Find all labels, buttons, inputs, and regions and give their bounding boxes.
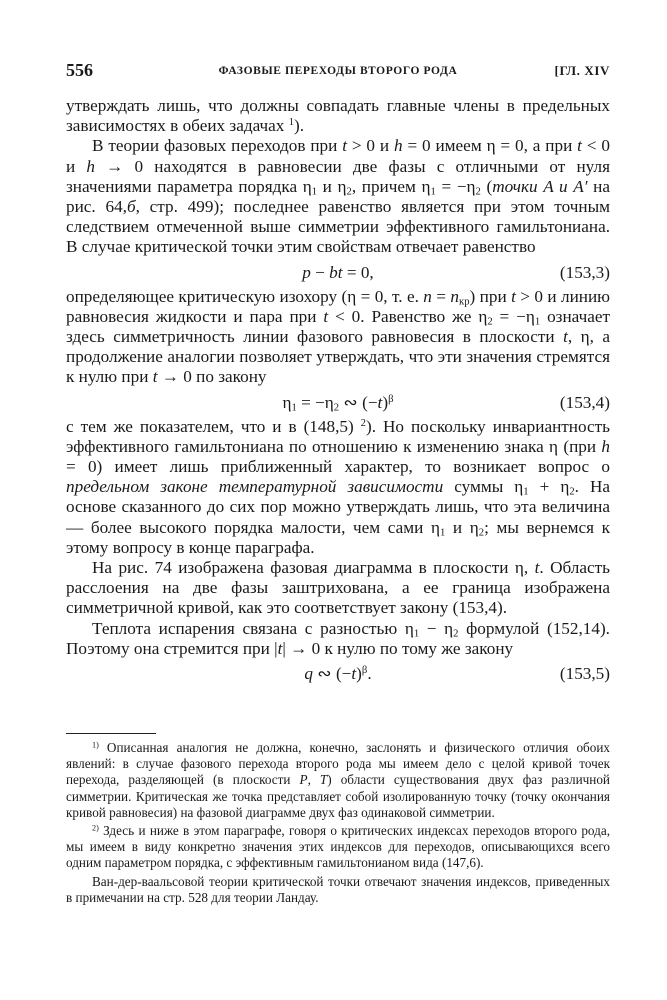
- paragraph-5: На рис. 74 изображена фазовая диаграмма в плоскости η, t. Область расслоения на две фазы заштрихована, а ее граница изображена симметричной кривой, как это соответствует закону (153,4).: [66, 558, 610, 618]
- running-title: ФАЗОВЫЕ ПЕРЕХОДЫ ВТОРОГО РОДА: [218, 65, 458, 77]
- equation-formula: $\eta_1 = -\eta_2$ ∾ $(-t)^\beta$: [282, 392, 394, 414]
- equation-153-4: [66, 388, 610, 417]
- footnotes: [66, 740, 610, 906]
- chapter-label: [ГЛ. XIV: [554, 63, 610, 78]
- equation-formula: q ∾ $(-t)^\beta$.: [304, 664, 372, 684]
- running-header: [66, 58, 610, 82]
- footnote-marker: 2): [92, 823, 99, 833]
- paragraph-1: утверждать лишь, что должны совпадать главные члены в предельных зависимостях в обеих задачах $^1$).: [66, 96, 610, 136]
- equation-formula: p − bt = 0,: [302, 262, 374, 282]
- footnote-rule: [66, 733, 156, 734]
- paragraph-2: В теории фазовых переходов при t > 0 и h = 0 имеем η = 0, а при t < 0 и h → 0 находятся в равновесии две фазы с отличными от нуля значениями параметра порядка $\eta_1$ и $\eta_2$, причем $\eta_1 = -\eta_2$ (точки A и A′ на рис. 64,б, стр. 499); последнее равенство является при этом точным следствием отмеченной выше симметрии эффективного гамильтониана. В случае критической точки этим свойствам отвечает равенство: [66, 136, 611, 257]
- equation-153-3: [66, 258, 610, 287]
- footnote-2-continued: Ван-дер-ваальсовой теории критической точки отвечают значения индексов, приведенных в примечании на стр. 528 для теории Ландау.: [66, 873, 610, 905]
- equation-number: (153,5): [559, 664, 610, 684]
- paragraph-3: определяющее критическую изохору (η = 0, т. е. $n = n_{кр}$) при t > 0 и линию равновесия жидкости и пара при t < 0. Равенство же $\eta_2 = -\eta_1$ означает здесь симметричность линии фазового равновесия в плоскости t, η, а продолжение аналогии позволяет утверждать, что эти значения стремятся к нулю при t → 0 по закону: [66, 286, 611, 387]
- footnote-2: $^{2)}$ Здесь и ниже в этом параграфе, говоря о критических индексах переходов второго рода, мы имеем в виду конкретно значения этих индексов для переходов, описывающихся всего одним параметром порядка, с эффективным гамильтонианом вида (147,6).: [66, 823, 610, 871]
- equation-number: (153,4): [559, 392, 610, 412]
- main-text: [66, 96, 610, 688]
- page-number: 556: [66, 60, 93, 80]
- paragraph-4: с тем же показателем, что и в (148,5) $^2$). Но поскольку инвариантность эффективного гамильтониана по отношению к изменению знака η (при h = 0) имеет лишь приближенный характер, то возникает вопрос о предельном законе температурной зависимости суммы $\eta_1 + \eta_2$. На основе сказанного до сих пор можно утверждать лишь, что эта величина — более высокого порядка малости, чем сами $\eta_1$ и $\eta_2$; мы вернемся к этому вопросу в конце параграфа.: [66, 416, 611, 557]
- equation-number: (153,3): [559, 262, 610, 282]
- footnote-marker: 1): [92, 740, 99, 750]
- equation-153-5: [66, 659, 610, 688]
- footnote-1: $^{1)}$ Описанная аналогия не должна, конечно, заслонять и физического отличия обоих явлений: в случае фазового перехода второго рода мы имеем дело с целой кривой точек перехода, разделяющей (в плоскости P, T) области существования двух фаз различной симметрии. Критическая же точка представляет собой изолированную точку (точку окончания кривой равновесия) на фазовой диаграмме двух фаз одинаковой симметрии.: [66, 740, 610, 820]
- paragraph-6: Теплота испарения связана с разностью $\eta_1 - \eta_2$ формулой (152,14). Поэтому она стремится при |t| → 0 к нулю по тому же закону: [66, 618, 610, 658]
